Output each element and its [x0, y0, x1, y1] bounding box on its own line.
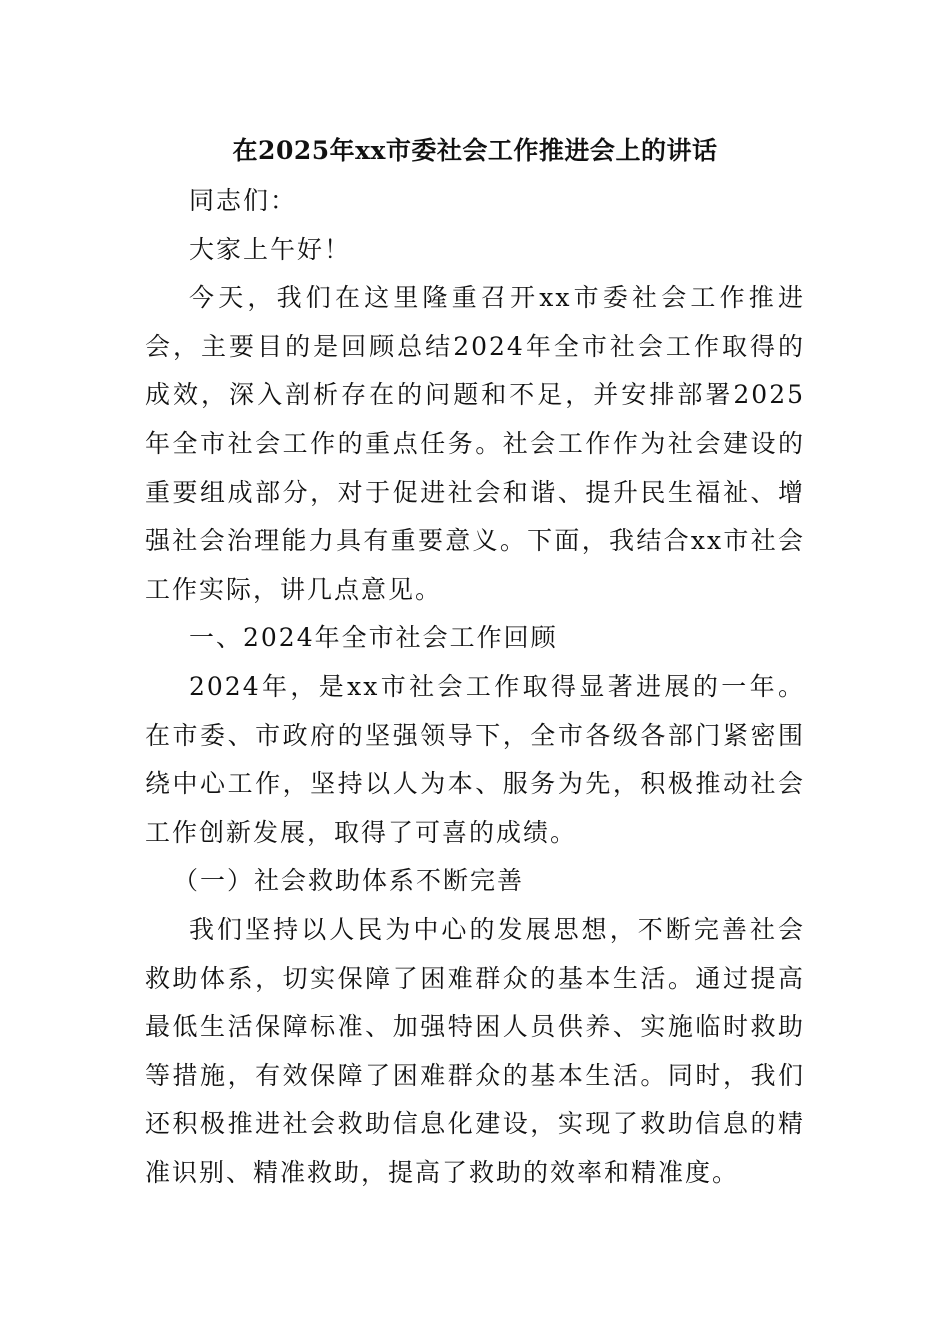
subsection-paragraph: 我们坚持以人民为中心的发展思想，不断完善社会救助体系，切实保障了困难群众的基本生活。通过提高最低生活保障标准、加强特困人员供养、实施临时救助等措施，有效保障了困难群众的基本生活。同时，我们还积极推进社会救助信息化建设，实现了救助信息的精准识别、精准救助，提高了救助的效率和精准度。 — [145, 914, 805, 1187]
subsection-heading: （一）社会救助体系不断完善 — [173, 866, 525, 896]
salutation: 同志们： — [189, 186, 298, 215]
document-body — [145, 177, 805, 1197]
section-heading: 一、2024年全市社会工作回顾 — [189, 623, 558, 653]
intro-paragraph: 今天，我们在这里隆重召开xx市委社会工作推进会，主要目的是回顾总结2024年全市社会工作取得的成效，深入剖析存在的问题和不足，并安排部署2025年全市社会工作的重点任务。社会工作作为社会建设的重要组成部分，对于促进社会和谐、提升民生福祉、增强社会治理能力具有重要意义。下面，我结合xx市社会工作实际，讲几点意见。 — [145, 283, 805, 604]
section-paragraph: 2024年，是xx市社会工作取得显著进展的一年。在市委、市政府的坚强领导下，全市各级各部门紧密围绕中心工作，坚持以人为本、服务为先，积极推动社会工作创新发展，取得了可喜的成绩。 — [145, 671, 805, 847]
document-title: 在2025年xx市委社会工作推进会上的讲话 — [232, 136, 718, 165]
greeting: 大家上午好！ — [189, 234, 352, 264]
